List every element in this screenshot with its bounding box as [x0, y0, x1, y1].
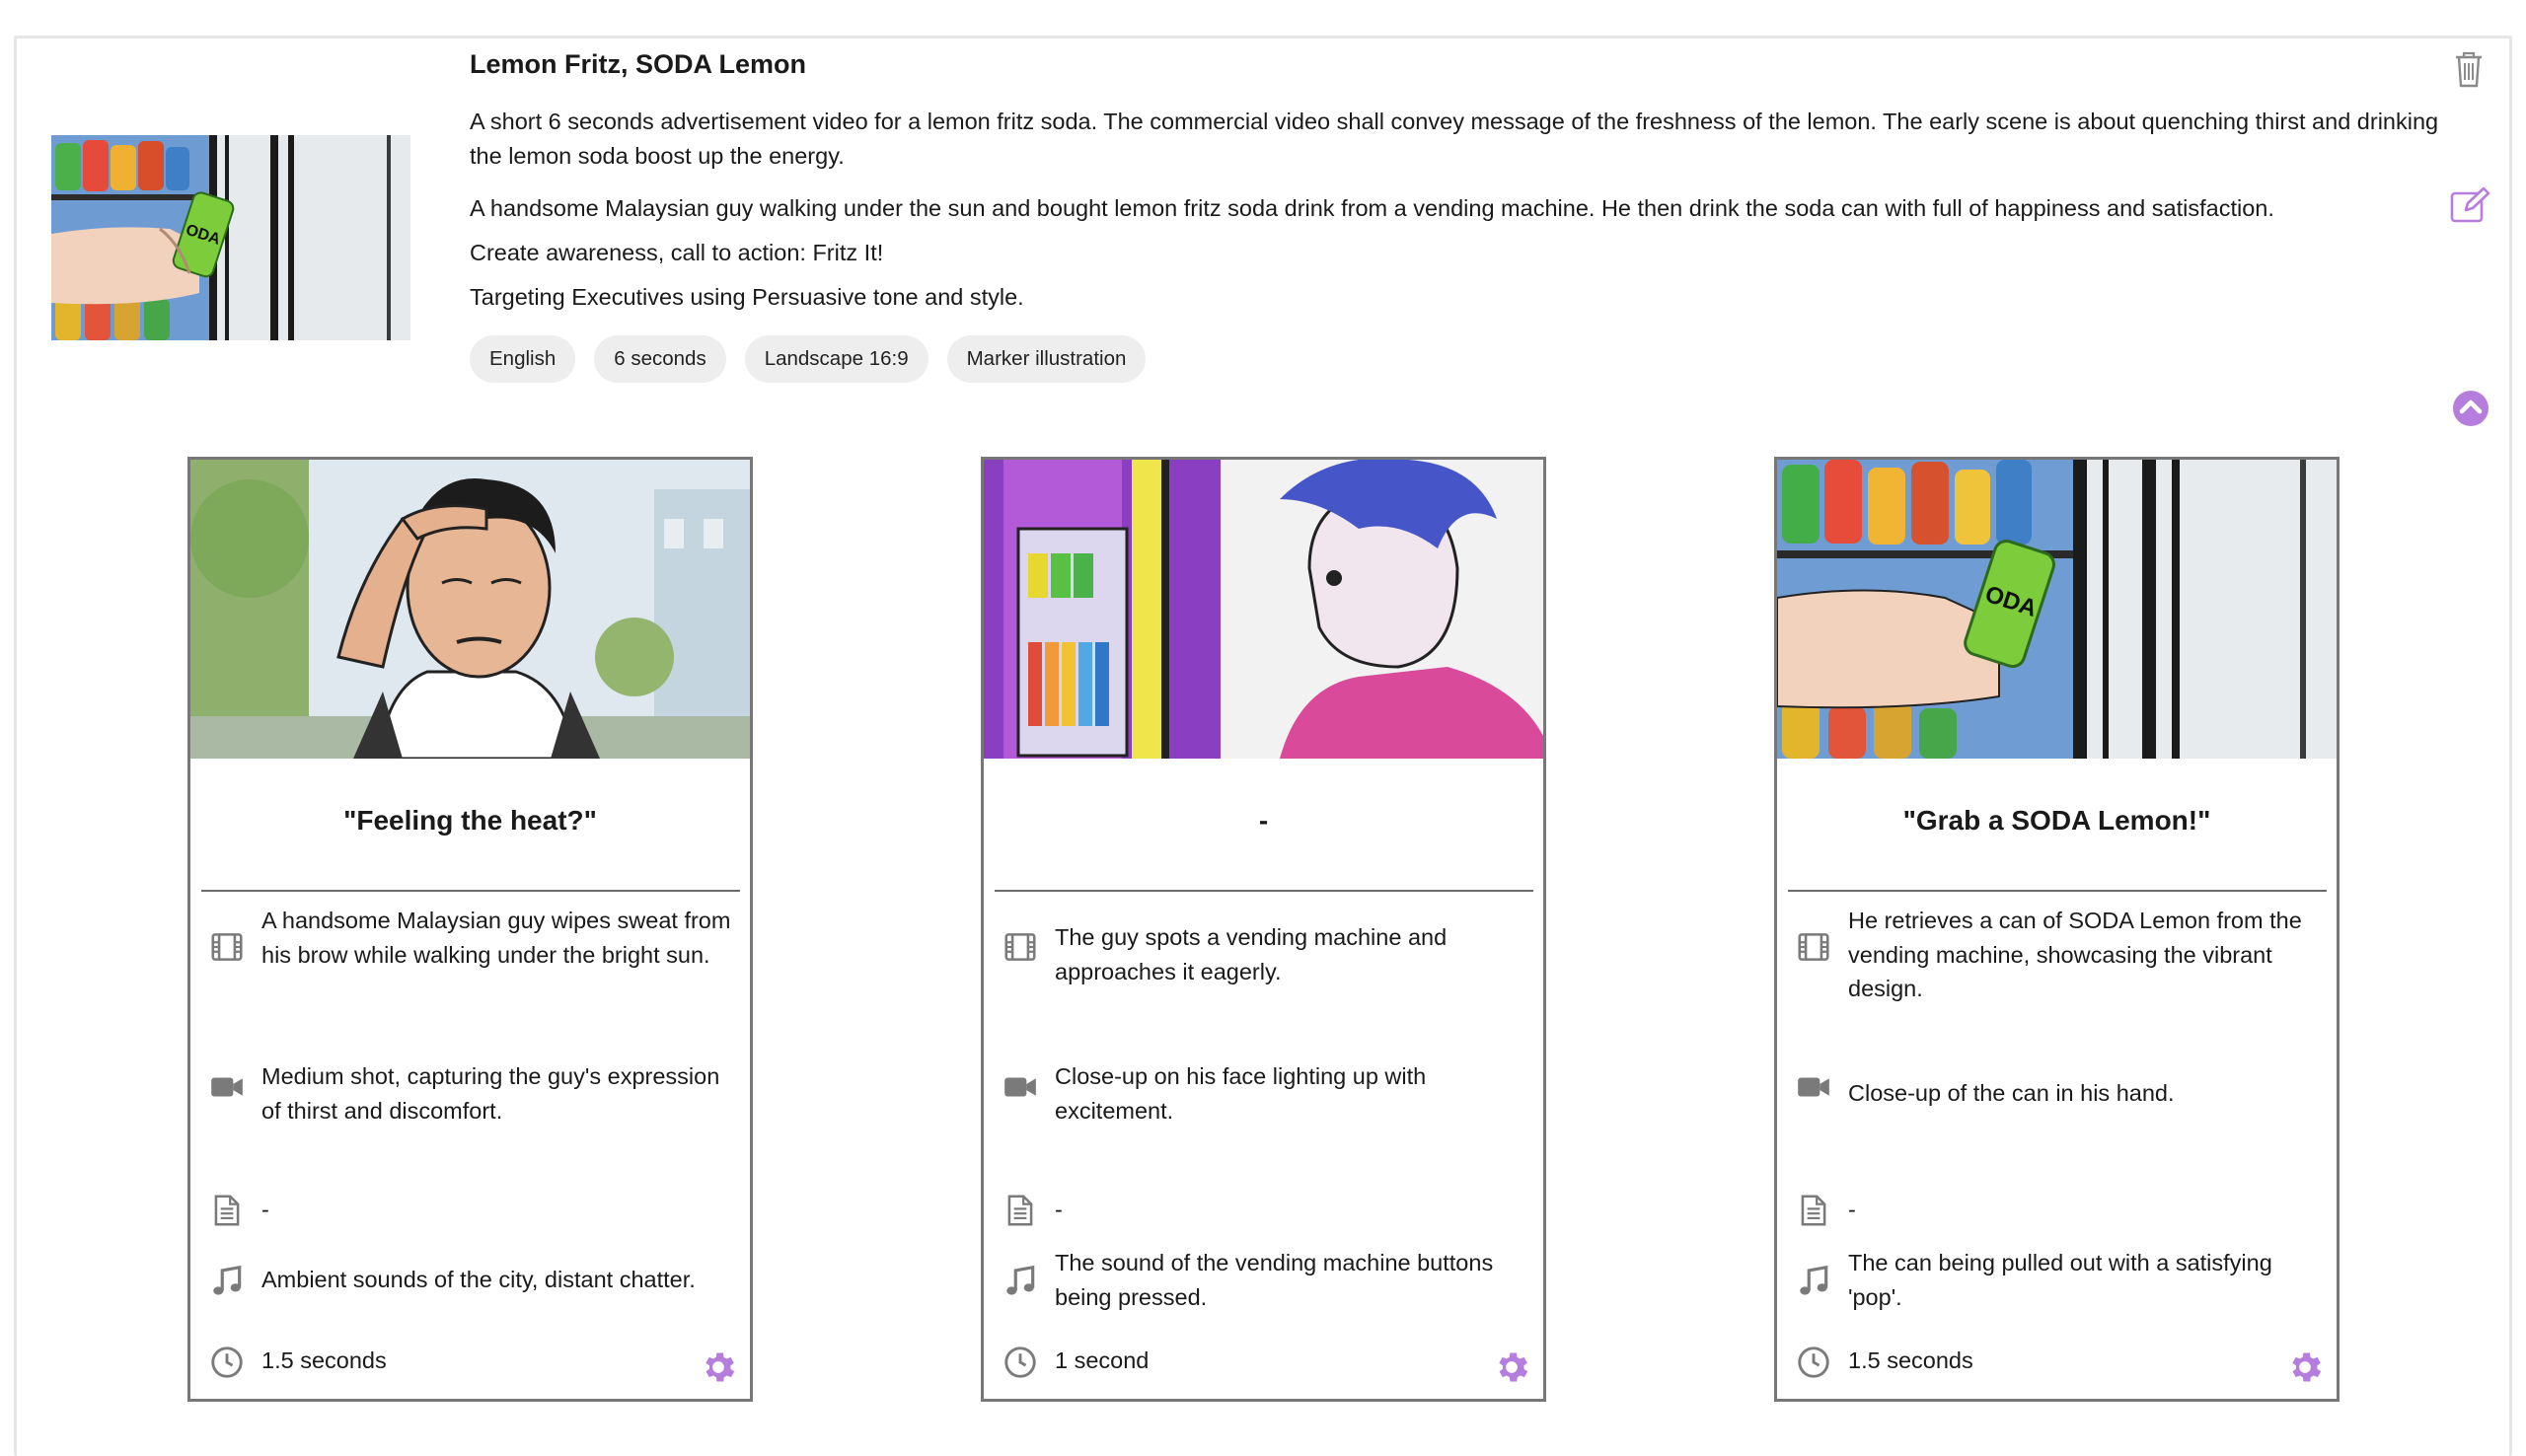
film-icon: [208, 928, 246, 966]
chevron-up-circle-icon[interactable]: [2452, 390, 2489, 427]
music-note-icon: [208, 1263, 246, 1300]
scene-audio: Ambient sounds of the city, distant chatter.: [261, 1267, 696, 1292]
scene-title: "Grab a SODA Lemon!": [1902, 805, 2211, 836]
music-note-icon: [1002, 1263, 1039, 1300]
video-camera-icon: [208, 1068, 246, 1106]
scene-card-2[interactable]: [981, 457, 1546, 1402]
scene-script: -: [261, 1197, 269, 1222]
video-camera-icon: [1795, 1068, 1832, 1106]
scene-duration: 1 second: [1055, 1347, 1150, 1373]
gear-icon[interactable]: [699, 1347, 738, 1387]
document-icon: [1002, 1192, 1039, 1229]
scene-camera: Close-up on his face lighting up with excitement.: [1055, 1063, 1427, 1124]
scene-duration: 1.5 seconds: [261, 1347, 387, 1373]
scene-image-1: [190, 460, 750, 759]
music-note-icon: [1795, 1263, 1832, 1300]
scene-audio: The sound of the vending machine buttons being pressed.: [1055, 1250, 1494, 1310]
scene-image-3: [1777, 460, 2337, 759]
film-icon: [1002, 928, 1039, 966]
film-icon: [1795, 928, 1832, 966]
clock-icon: [1002, 1344, 1039, 1381]
scene-title: "Feeling the heat?": [343, 805, 597, 836]
project-audience: Targeting Executives using Persuasive tone and style.: [470, 284, 1024, 310]
trash-icon[interactable]: [2453, 49, 2485, 89]
scene-audio: The can being pulled out with a satisfying 'pop'.: [1848, 1250, 2272, 1310]
divider: [1788, 890, 2327, 892]
gear-icon[interactable]: [1492, 1347, 1531, 1387]
divider: [995, 890, 1533, 892]
clock-icon: [1795, 1344, 1832, 1381]
project-thumbnail: [51, 135, 410, 340]
scene-action: The guy spots a vending machine and approaches it eagerly.: [1055, 924, 1448, 984]
tag-duration[interactable]: 6 seconds: [594, 335, 725, 383]
document-icon: [1795, 1192, 1832, 1229]
scene-camera: Medium shot, capturing the guy's expression of thirst and discomfort.: [261, 1063, 720, 1124]
scene-script: -: [1848, 1197, 1856, 1222]
tag-style[interactable]: Marker illustration: [947, 335, 1147, 383]
divider: [201, 890, 740, 892]
project-goal: Create awareness, call to action: Fritz It!: [470, 240, 884, 265]
edit-icon[interactable]: [2449, 185, 2490, 225]
scene-title: -: [1258, 805, 1269, 836]
scene-card-1[interactable]: [187, 457, 753, 1402]
scene-action: A handsome Malaysian guy wipes sweat from his brow while walking under the bright sun.: [261, 908, 731, 968]
document-icon: [208, 1192, 246, 1229]
svg-text:ODA: ODA: [1981, 580, 2041, 622]
scene-action: He retrieves a can of SODA Lemon from the vending machine, showcasing the vibrant design.: [1848, 908, 2302, 1001]
project-scenario: A handsome Malaysian guy walking under the sun and bought lemon fritz soda drink from a vending machine. He then drink the soda can with full of happiness and satisfaction.: [470, 195, 2274, 221]
tag-language[interactable]: English: [470, 335, 575, 383]
gear-icon[interactable]: [2285, 1347, 2325, 1387]
project-tags: [470, 335, 1146, 383]
scene-script: -: [1055, 1197, 1063, 1222]
project-description: A short 6 seconds advertisement video for a lemon fritz soda. The commercial video shall convey message of the freshness of the lemon. The early scene is about quenching thirst and drinking the lemon soda boost up the energy.: [470, 109, 2439, 169]
scene-card-3[interactable]: [1774, 457, 2340, 1402]
clock-icon: [208, 1344, 246, 1381]
video-camera-icon: [1002, 1068, 1039, 1106]
scene-image-2: [984, 460, 1543, 759]
project-title: Lemon Fritz, SODA Lemon: [470, 49, 807, 79]
tag-aspect-ratio[interactable]: Landscape 16:9: [745, 335, 929, 383]
scene-camera: Close-up of the can in his hand.: [1848, 1080, 2175, 1106]
scene-duration: 1.5 seconds: [1848, 1347, 1973, 1373]
svg-text:ODA: ODA: [184, 221, 223, 249]
